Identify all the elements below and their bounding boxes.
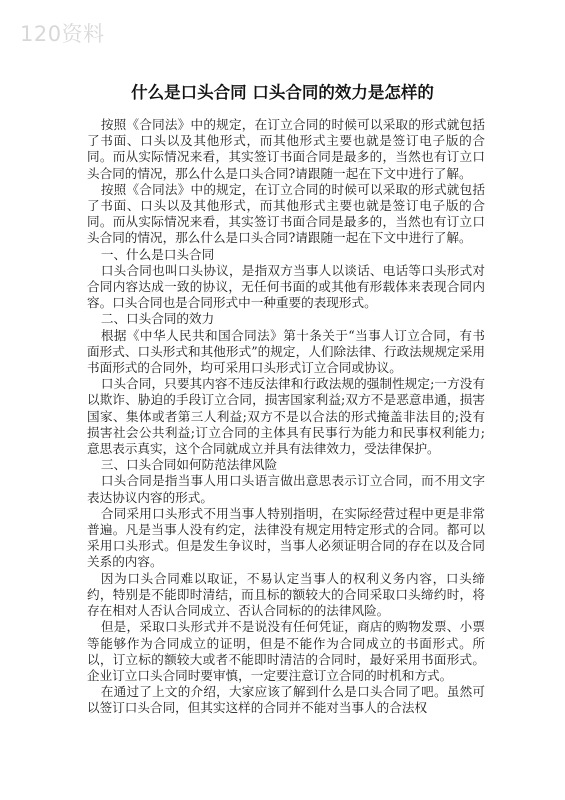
article-body	[87, 117, 485, 717]
paragraph: 口头合同，只要其内容不违反法律和行政法规的强制性规定;一方没有以欺诈、胁迫的手段订立合同，损害国家利益;双方不是恶意串通，损害国家、集体或者第三人利益;双方不是以合法的形式掩盖非法目的;没有损害社会公共利益;订立合同的主体具有民事行为能力和民事权利能力;意思表示真实，这个合同就成立并具有法律效力，受法律保护。	[87, 376, 485, 457]
section-heading: 二、口头合同的效力	[100, 311, 215, 327]
section-heading: 一、什么是口头合同	[100, 246, 215, 262]
paragraph: 因为口头合同难以取证，不易认定当事人的权利义务内容，口头缔约，特别是不能即时清结，而且标的额较大的合同采取口头缔约时，将存在相对人否认合同成立、否认合同标的的法律风险。	[87, 570, 485, 619]
paragraph: 合同采用口头形式不用当事人特别指明，在实际经营过程中更是非常普遍。凡是当事人没有约定，法律没有规定用特定形式的合同。都可以采用口头形式。但是发生争议时，当事人必须证明合同的存在以及合同关系的内容。	[87, 505, 485, 570]
page-title: 什么是口头合同 口头合同的效力是怎样的	[131, 83, 434, 102]
paragraph: 但是，采取口头形式并不是说没有任何凭证，商店的购物发票、小票等能够作为合同成立的证明，但是不能作为合同成立的书面形式。所以，订立标的额较大或者不能即时清洁的合同时，最好采用书面形式。企业订立口头合同时要审慎，一定要注意订立合同的时机和方式。	[87, 619, 485, 683]
paragraph: 按照《合同法》中的规定，在订立合同的时候可以采取的形式就包括了书面、口头以及其他形式，而其他形式主要也就是签订电子版的合同。而从实际情况来看，其实签订书面合同是最多的，当然也有订立口头合同的情况，那么什么是口头合同?请跟随一起在下文中进行了解。	[87, 181, 485, 246]
paragraph: 按照《合同法》中的规定，在订立合同的时候可以采取的形式就包括了书面、口头以及其他形式，而其他形式主要也就是签订电子版的合同。而从实际情况来看，其实签订书面合同是最多的，当然也有订立口头合同的情况，那么什么是口头合同?请跟随一起在下文中进行了解。	[87, 117, 485, 181]
paragraph: 口头合同也叫口头协议，是指双方当事人以谈话、电话等口头形式对合同内容达成一致的协议，无任何书面的或其他有形载体来表现合同内容。口头合同也是合同形式中一种重要的表现形式。	[87, 262, 485, 311]
watermark: 120资料	[20, 22, 105, 46]
paragraph: 口头合同是指当事人用口头语言做出意思表示订立合同，而不用文字表达协议内容的形式。	[87, 473, 485, 505]
paragraph: 在通过了上文的介绍，大家应该了解到什么是口头合同了吧。虽然可以签订口头合同，但其实这样的合同并不能对当事人的合法权	[87, 684, 485, 716]
paragraph: 根据《中华人民共和国合同法》第十条关于“当事人订立合同，有书面形式、口头形式和其他形式”的规定，人们除法律、行政法规规定采用书面形式的合同外，均可采用口头形式订立合同或协议。	[87, 327, 485, 376]
section-heading: 三、口头合同如何防范法律风险	[100, 457, 278, 473]
